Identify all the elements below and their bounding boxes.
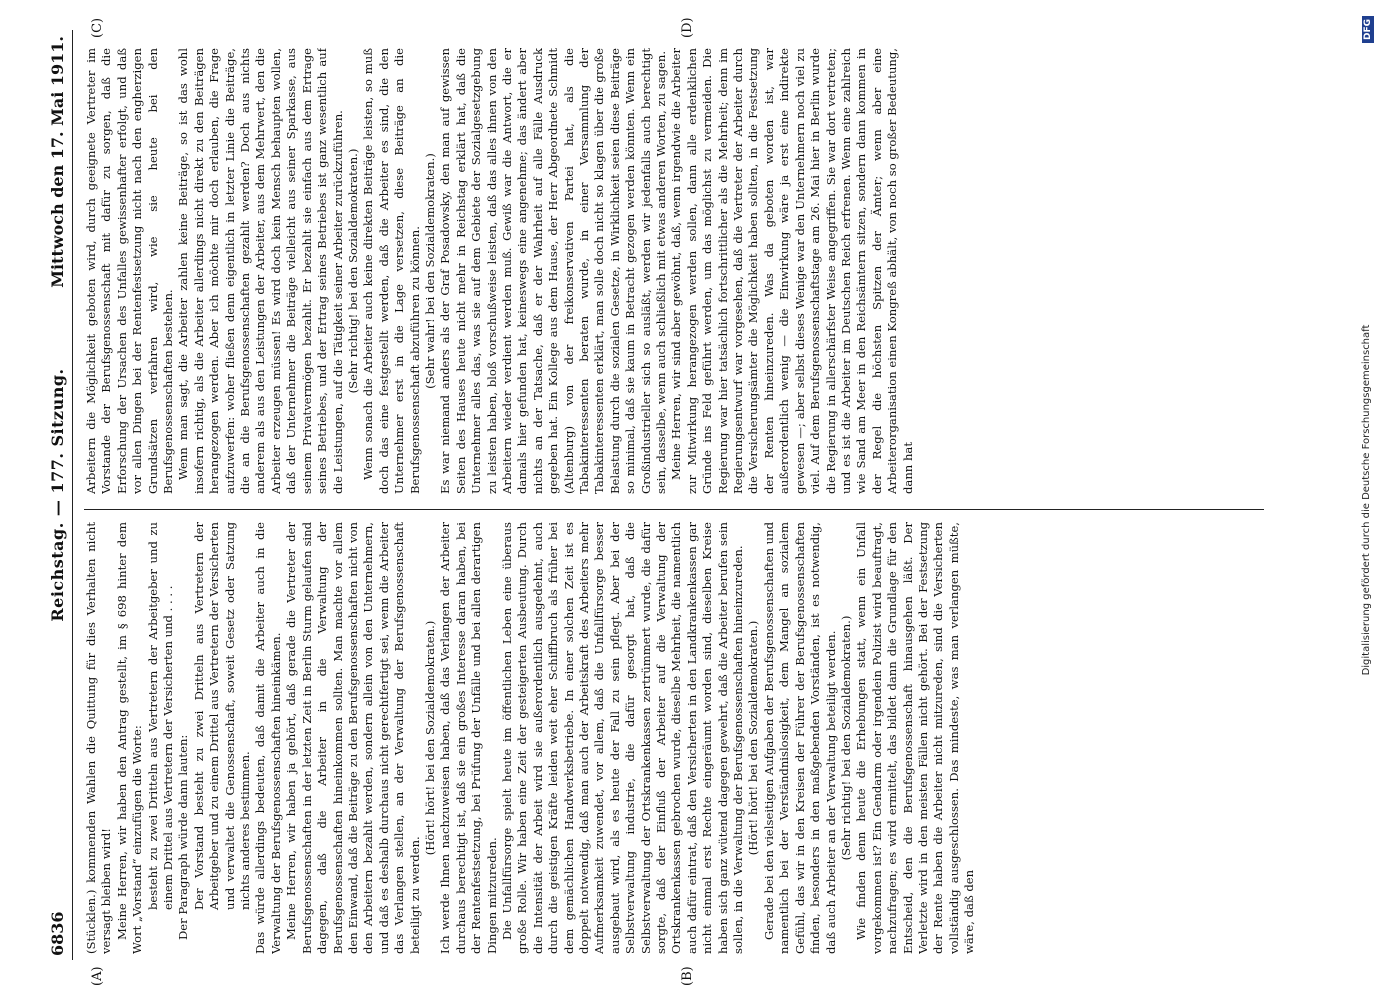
paragraph: Arbeitern die Möglichkeit geboten wird, durch geeignete Vertreter im Vorstande der Berufsgenossenschaft mit dafür zu sorgen, daß die Erforschung der Ursachen des Unfalles gewissenhafter erfolgt, und daß vor allen Dingen bei der Rentenfestsetzung nicht nach den engherzigen Grundsätzen verfahren wird, wie sie heute bei den Berufsgenossenschaften bestehen. [84,48,176,494]
quoted-paragraph: besteht zu zwei Dritteln aus Vertretern der Arbeitgeber und zu einem Drittel aus Vertretern der Versicherten und . . . . [145,522,176,910]
interjection: (Hört! hört! bei den Sozialdemokraten.) [746,620,761,856]
paragraph: Es war niemand anders als der Graf Posadowsky, den man auf gewissen Seiten des Hauses heute nicht mehr in Reichstag erklärt hat, daß die Unternehmer alles das, was sie auf dem Gebiete der Sozialgesetzgebung zu leisten haben, bloß vorschußweise leisten, daß das alles ihnen von den Arbeitern wieder verdient werden muß. Gewiß war die Antwort, die er damals hier gefunden hat, keineswegs eine angenehme; das ändert aber nichts an der Tatsache, daß er der Wahrheit auf alle Fälle Ausdruck gegeben hat. Ein Kollege aus dem Hause, der Herr Abgeordnete Schmidt (Altenburg) von der freikonservativen Partei hat, als die Tabakinteressenten beraten wurde, in einer Versammlung der Tabakinteressenten erklärt, man solle doch nicht so klagen über die große Belastung durch die sozialen Gesetze, in Wirklichkeit seien diese Beiträge so minimal, daß sie kaum in Betracht gezogen werden könnten. Wenn ein Großindustrieller sich so ausläßt, werden wir jedenfalls auch berechtigt sein, dasselbe, wenn auch schließlich mit etwas anderen Worten, zu sagen. [438,48,669,494]
margin-mark-d: (D) [680,17,695,38]
left-column [84,522,1264,954]
paragraph: Meine Herren, wir haben den Antrag gestellt, im § 698 hinter dem Wort „Vorstand“ einzufügen die Worte: [114,522,145,954]
margin-mark-b: (B) [680,966,695,986]
paragraph: Gerade bei den vielseitigen Aufgaben der Berufsgenossenschaften und namentlich bei der Verständnislosigkeit, dem Mangel an sozialem Gefühl, das wir in den Kreisen der Führer der Berufsgenossenschaften finden, besonders in den maßgebenden Vorständen, ist es notwendig, daß auch Arbeiter an der Verwaltung beteiligt werden. [761,522,838,954]
margin-mark-a: (A) [90,966,105,986]
right-column [84,48,1264,494]
interjection: (Sehr wahr! bei den Sozialdemokraten.) [422,153,437,389]
margin-mark-c: (C) [90,17,105,38]
page-title: Reichstag. — 177. Sitzung. [48,368,67,622]
paragraph: Wenn man sagt, die Arbeiter zahlen keine Beiträge, so ist das wohl insofern richtig, als die Arbeiter allerdings nicht direkt zu den Beiträgen herangezogen werden. Aber ich möchte mir doch erlauben, die Frage aufzuwerfen: woher fließen denn eigentlich in letzter Linie die Beiträge, die an die Berufsgenossenschaften gezahlt werden? Doch aus nichts anderem als aus den Leistungen der Arbeiter, aus dem Mehrwert, den die Arbeiter erzeugen müssen! Es wird doch kein Mensch behaupten wollen, daß der Unternehmer die Beiträge vielleicht aus seiner Sparkasse, aus seinem Privatvermögen bezahlt. Er bezahlt sie einfach aus dem Ertrage seines Betriebes, und der Ertrag seines Betriebes ist ganz wesentlich auf die Leistungen, auf die Tätigkeit seiner Arbeiter zurückzuführen. [176,48,345,494]
paragraph: Meine Herren, wir haben ja gehört, daß gerade die Vertreter der Berufsgenossenschaften in der letzten Zeit in Berlin Sturm gelaufen sind dagegen, daß die Arbeiter in die Verwaltung der Berufsgenossenschaften hineinkommen sollten. Man machte vor allem den Einwand, daß die Beiträge zu den Berufsgenossenschaften nicht von den Arbeitern bezahlt werden, sondern allein von den Unternehmern, und daß es deshalb durchaus nicht gerechtfertigt sei, wenn die Arbeiter das Verlangen stellen, an der Verwaltung der Berufsgenossenschaft beteiligt zu werden. [284,522,422,954]
page-header [44,30,73,960]
page-number: 6836 [48,911,67,956]
paragraph: Die Unfallfürsorge spielt heute im öffentlichen Leben eine überaus große Rolle. Wir haben eine Zeit der gesteigerten Ausbeutung. Durch die Intensität der Arbeit wird sie außerordentlich ausgedehnt, auch durch die geistigen Kräfte leiden weit eher Schiffbruch als früher bei dem gemächlichen Handwerksbetriebe. In einer solchen Zeit ist es doppelt notwendig, daß man auch der Arbeitskraft des Arbeiters mehr Aufmerksamkeit zuwendet, vor allem, daß die Unfallfürsorge besser ausgebaut wird, als es heute der Fall zu sein pflegt. Aber bei der Selbstverwaltung industrie, die dafür gesorgt hat, daß die Selbstverwaltung der Ortskrankenkassen zertrümmert wurde, die dafür sorgte, daß der Einfluß der Arbeiter auf die Verwaltung der Ortskrankenkassen gebrochen wurde, dieselbe Mehrheit, die namentlich auch dafür eintrat, daß den Versicherten in den Landkrankenkassen gar nicht einmal erst Rechte eingeräumt worden sind, dieselben Kreise haben sich ganz wütend dagegen gewehrt, daß die Arbeiter berufen sein sollen, in die Verwaltung der Berufsgenossenschaften hineinzureden. [499,522,746,954]
interjection: (Hört! hört! bei den Sozialdemokraten.) [422,620,437,856]
quoted-paragraph: Der Vorstand besteht zu zwei Dritteln aus Vertretern der Arbeitgeber und zu einem Drittel aus Vertretern der Versicherten und verwaltet die Genossenschaft, soweit Gesetz oder Satzung nichts anderes bestimmen. [191,522,253,910]
paragraph: Wenn sonach die Arbeiter auch keine direkten Beiträge leisten, so muß doch das eine festgestellt werden, daß die Arbeiter es sind, die den Unternehmer erst in die Lage versetzen, diese Beiträge an die Berufsgenossenschaft abzuführen zu können. [361,48,422,494]
paragraph: Ich werde Ihnen nachzuweisen haben, daß das Verlangen der Arbeiter durchaus berechtigt ist, daß sie ein großes Interesse daran haben, bei der Rentenfestsetzung, bei Prüfung der Unfälle und bei allen derartigen Dingen mitzureden. [438,522,499,954]
digitization-credit: Digitalisierung gefördert durch die Deutsche Forschungsgemeinschaft [1361,324,1372,676]
paragraph: Meine Herren, wir sind aber gewöhnt, daß, wenn irgendwie die Arbeiter zur Mitwirkung herangezogen werden sollen, dann alle erdenklichen Gründe ins Feld geführt werden, um das möglichst zu vermeiden. Die Regierung war hier tatsächlich fortschrittlicher als die Mehrheit; denn im Regierungsentwurf war vorgesehen, daß die Vertreter der Arbeiter durch die Versicherungsämter die Möglichkeit haben sollten, in die Festsetzung der Renten hineinzureden. Was da geboten worden ist, war außerordentlich wenig — die Einwirkung wäre ja erst eine indirekte gewesen —; aber selbst dieses Wenige war den Unternehmern noch viel zu viel. Auf dem Berufsgenossenschaftstage am 26. Mai hier in Berlin wurde die Regierung in allerschärfster Weise angegriffen. Sie war dort vertreten; und es ist die Arbeiter im Deutschen Reich erfrenen. Wenn eine zahlreich wie Sand am Meer in den Reichsämtern sitzen, sondern dann kommen in der Regel die höchsten Spitzen der Ämter; wenn aber eine Arbeiterorganisation einen Kongreß abhält, von noch so großer Bedeutung, dann hat [669,48,915,494]
page-date: Mittwoch den 17. Mai 1911. [48,36,67,288]
paragraph: Das würde allerdings bedeuten, daß damit die Arbeiter auch in die Verwaltung der Berufsgenossenschaften hineinkämen. [253,522,283,954]
paragraph: Wie finden denn heute die Erhebungen statt, wenn ein Unfall vorgekommen ist? Ein Gendarm oder irgendein Polizist wird beauftragt, nachzufragen; es wird ermittelt, das bildet dann die Grundlage für den Entscheid, den die Berufsgenossenschaft hinausgehen läßt. Der Verletzte wird in den meisten Fällen nicht gehört. Bei der Festsetzung der Rente haben die Arbeiter nicht mitzureden, sind die Versicherten vollständig ausgeschlossen. Das mindeste, was man verlangen müßte, wäre, daß den [854,522,977,954]
footer-credit-strip [1358,8,1378,992]
interjection: (Sehr richtig! bei den Sozialdemokraten.) [838,615,853,861]
interjection: (Sehr richtig! bei den Sozialdemokraten.) [345,148,360,394]
column-divider [84,509,1264,510]
paragraph: (Stücklen.) kommenden Wahlen die Quittung für dies Verhalten nicht versagt bleiben wird! [84,522,114,954]
paragraph: Der Paragraph würde dann lauten: [176,734,191,940]
dfg-logo: DFG [1362,16,1374,43]
